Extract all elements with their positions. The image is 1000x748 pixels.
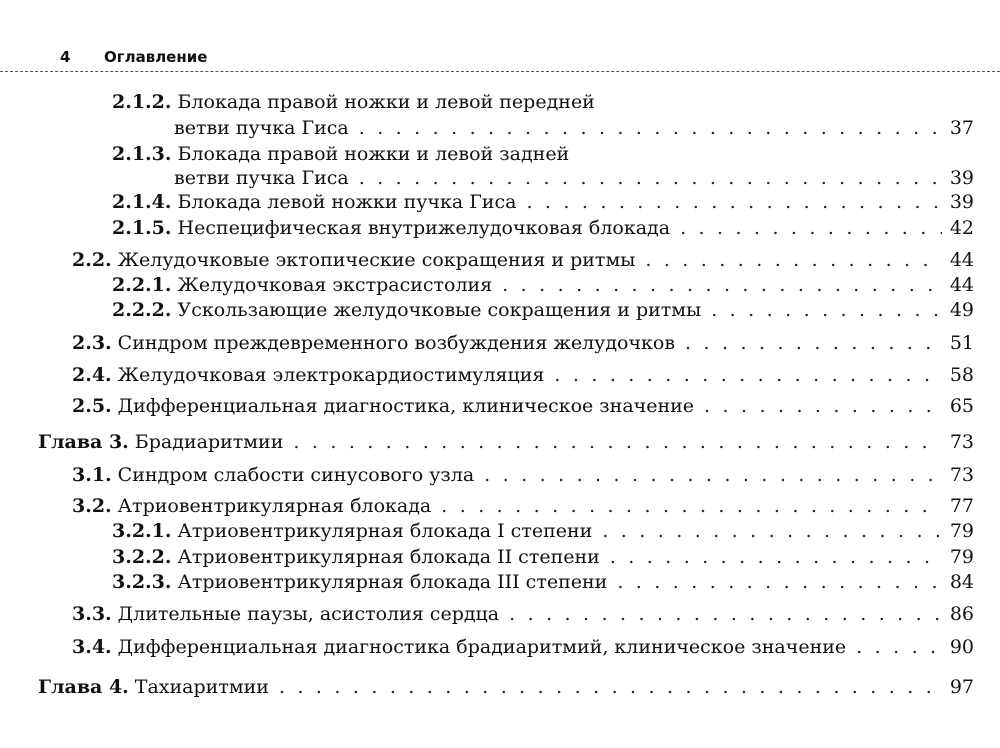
toc-entry-number: 3.2. — [72, 495, 112, 517]
toc-entry-number: 3.2.1. — [112, 520, 172, 542]
dot-leader — [526, 189, 941, 215]
running-header — [0, 44, 1000, 74]
dot-leader — [680, 215, 942, 241]
toc-entry — [72, 493, 974, 519]
toc-entry-title: Атриовентрикулярная блокада III степени — [177, 571, 608, 593]
toc-entry-title: Дифференциальная диагностика, клиническое значение — [117, 395, 695, 417]
toc-entry-number: Глава 3. — [38, 431, 129, 453]
header-rule — [0, 71, 1000, 72]
toc-entry-page: 39 — [949, 167, 974, 189]
toc-entry — [72, 247, 974, 273]
toc-chapter-entry — [38, 674, 974, 700]
toc-entry-number: 2.2.1. — [112, 274, 172, 296]
toc-entry-title: Ускользающие желудочковые сокращения и ритмы — [177, 299, 702, 321]
toc-entry-page: 42 — [949, 217, 974, 239]
toc-entry-page: 37 — [949, 117, 974, 139]
toc-entry-page: 86 — [949, 603, 974, 625]
toc-entry-title: Дифференциальная диагностика брадиаритмий, клиническое значение — [117, 636, 847, 658]
toc-entry-title: Длительные паузы, асистолия сердца — [117, 603, 500, 625]
toc-entry — [72, 362, 974, 388]
dot-leader — [279, 674, 942, 700]
toc-entry — [72, 634, 974, 660]
toc-entry — [112, 215, 974, 241]
toc-entry-title: Блокада правой ножки и левой передней — [177, 91, 595, 113]
toc-entry-page: 39 — [949, 191, 974, 213]
toc-entry-page: 90 — [949, 636, 974, 658]
toc-entry-page: 97 — [949, 676, 974, 698]
toc-entry-page: 73 — [949, 464, 974, 486]
toc-entry — [112, 518, 974, 544]
dot-leader — [554, 362, 941, 388]
toc-entry — [112, 569, 974, 595]
running-title: Оглавление — [104, 48, 208, 66]
toc-entry-title: Синдром слабости синусового узла — [117, 464, 475, 486]
toc-entry-page: 58 — [949, 364, 974, 386]
dot-leader — [502, 272, 942, 298]
toc-entry-title: Блокада правой ножки и левой задней — [177, 143, 570, 165]
toc-entry-title: Желудочковая электрокардиостимуляция — [117, 364, 545, 386]
dot-leader — [617, 569, 941, 595]
dot-leader — [359, 165, 942, 191]
toc-entry-number: 2.3. — [72, 332, 112, 354]
toc-entry — [112, 272, 974, 298]
toc-entry-title: Атриовентрикулярная блокада — [117, 495, 432, 517]
toc-entry-page: 73 — [949, 431, 974, 453]
toc-entry-number: 2.1.4. — [112, 191, 172, 213]
toc-entry-page: 77 — [949, 495, 974, 517]
dot-leader — [645, 247, 941, 273]
dot-leader — [359, 115, 942, 141]
toc-entry-number: 2.5. — [72, 395, 112, 417]
toc-entry-title: Тахиаритмии — [134, 676, 269, 698]
toc-entry-number: 3.2.3. — [112, 571, 172, 593]
dot-leader — [602, 518, 942, 544]
dot-leader — [704, 393, 942, 419]
toc-entry — [112, 297, 974, 323]
toc-entry — [72, 462, 974, 488]
toc-entry-number: 3.2.2. — [112, 546, 172, 568]
toc-entry-title: Неспецифическая внутрижелудочковая блокада — [177, 217, 671, 239]
dot-leader — [856, 634, 942, 660]
toc-entry-title: Желудочковые эктопические сокращения и ритмы — [117, 249, 636, 271]
toc-entry-number: 2.2.2. — [112, 299, 172, 321]
toc-entry-continuation — [174, 115, 974, 141]
toc-entry-page: 79 — [949, 520, 974, 542]
toc-entry-title: Желудочковая экстрасистолия — [177, 274, 493, 296]
toc-entry-page: 44 — [949, 249, 974, 271]
dot-leader — [610, 544, 942, 570]
toc-entry-title: Брадиаритмии — [134, 431, 284, 453]
toc-entry-number: 3.1. — [72, 464, 112, 486]
toc-entry-page: 51 — [949, 332, 974, 354]
toc-entry-number: 2.4. — [72, 364, 112, 386]
toc-entry-page: 65 — [949, 395, 974, 417]
dot-leader — [293, 429, 941, 455]
dot-leader — [484, 462, 942, 488]
toc-entry-continuation — [174, 165, 974, 191]
toc-entry — [112, 544, 974, 570]
toc-entry-page: 79 — [949, 546, 974, 568]
toc-entry-title: Синдром преждевременного возбуждения желудочков — [117, 332, 676, 354]
toc-entry — [112, 141, 912, 167]
toc-entry — [112, 189, 974, 215]
page-number: 4 — [60, 48, 71, 66]
dot-leader — [509, 601, 942, 627]
toc-entry — [72, 601, 974, 627]
toc-entry — [72, 330, 974, 356]
toc-chapter-entry — [38, 429, 974, 455]
toc-entry-title: Блокада левой ножки пучка Гиса — [177, 191, 517, 213]
toc-entry-number: 3.3. — [72, 603, 112, 625]
dot-leader — [685, 330, 942, 356]
dot-leader — [711, 297, 942, 323]
toc-entry-title: Атриовентрикулярная блокада II степени — [177, 546, 600, 568]
toc-entry-number: 3.4. — [72, 636, 112, 658]
toc-entry-number: 2.2. — [72, 249, 112, 271]
toc-entry — [112, 89, 912, 115]
toc-entry-page: 84 — [949, 571, 974, 593]
toc-entry-page: 49 — [949, 299, 974, 321]
toc-entry-number: 2.1.3. — [112, 143, 172, 165]
toc-entry-number: 2.1.5. — [112, 217, 172, 239]
toc-entry-title-continued: ветви пучка Гиса — [174, 117, 349, 139]
toc-entry — [72, 393, 974, 419]
dot-leader — [441, 493, 942, 519]
toc-entry-number: Глава 4. — [38, 676, 129, 698]
toc-entry-number: 2.1.2. — [112, 91, 172, 113]
toc-entry-title: Атриовентрикулярная блокада I степени — [177, 520, 593, 542]
toc-entry-page: 44 — [949, 274, 974, 296]
toc-entry-title-continued: ветви пучка Гиса — [174, 167, 349, 189]
